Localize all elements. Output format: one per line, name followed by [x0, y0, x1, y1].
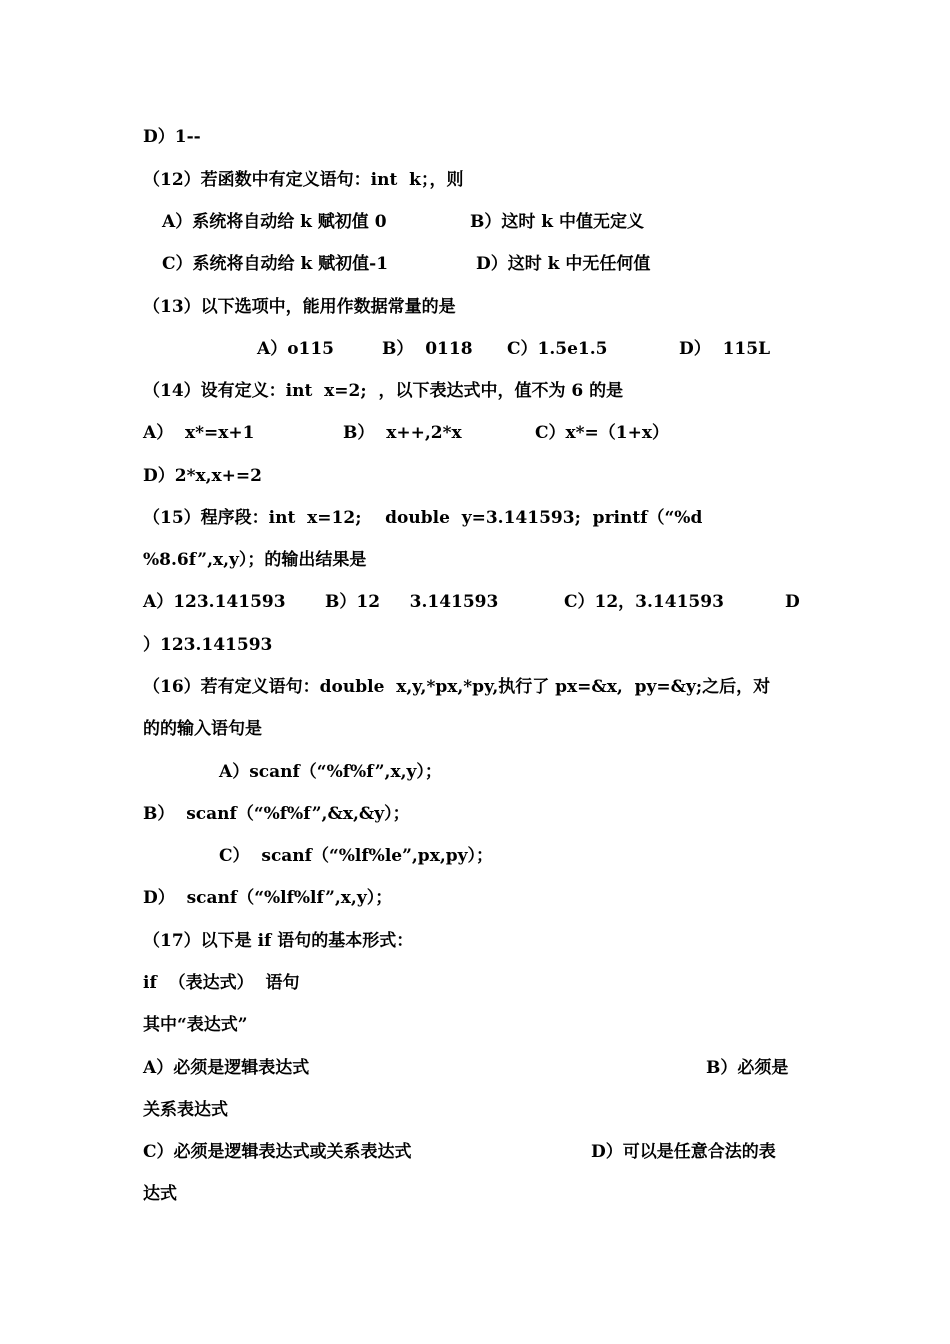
option-c-13: C）1.5e1.5 — [507, 339, 608, 359]
option-a-15: A）123.141593 — [143, 592, 286, 612]
option-a-17: A）必须是逻辑表达式 — [143, 1058, 310, 1078]
question-13: （13）以下选项中，能用作数据常量的是 — [143, 297, 456, 317]
if-syntax-line: if （表达式） 语句 — [143, 973, 300, 993]
option-d-11: D）1-- — [143, 127, 201, 147]
question-15-cont: %8.6f”,x,y）；的输出结果是 — [143, 550, 367, 570]
option-d-12: D）这时 k 中无任何值 — [476, 254, 651, 274]
option-d-16: D） scanf（“%lf%lf”,x,y）； — [143, 888, 393, 908]
option-c-15: C）12，3.141593 — [564, 592, 724, 612]
option-d-13: D） 115L — [679, 339, 771, 359]
option-b-13: B） 0118 — [382, 339, 473, 359]
question-14: （14）设有定义：int x=2; ，以下表达式中，值不为 6 的是 — [143, 381, 624, 401]
option-c-16: C） scanf（“%lf%le”,px,py）； — [219, 846, 494, 866]
option-a-16: A）scanf（“%f%f”,x,y）； — [219, 762, 442, 782]
option-b-15: B）12 3.141593 — [325, 592, 499, 612]
option-b-14: B） x++,2*x — [343, 423, 462, 443]
question-16: （16）若有定义语句：double x,y,*px,*py,执行了 px=&x, py=&y;之后，对 — [143, 677, 771, 697]
question-12: （12）若函数中有定义语句：int k；，则 — [143, 170, 464, 190]
question-15: （15）程序段：int x=12; double y=3.141593; printf（“%d — [143, 508, 703, 528]
option-b-17-cont: 关系表达式 — [143, 1100, 228, 1120]
option-d-15: D — [785, 592, 800, 612]
option-b-16: B） scanf（“%f%f”,&x,&y）； — [143, 804, 410, 824]
option-c-12: C）系统将自动给 k 赋初值-1 — [162, 254, 389, 274]
option-a-14: A） x*=x+1 — [143, 423, 255, 443]
option-c-14: C）x*=（1+x） — [535, 423, 670, 443]
option-a-12: A）系统将自动给 k 赋初值 0 — [162, 212, 387, 232]
option-a-13: A）o115 — [257, 339, 335, 359]
option-b-12: B）这时 k 中值无定义 — [470, 212, 644, 232]
expression-note: 其中“表达式” — [143, 1015, 248, 1035]
option-d-17: D）可以是任意合法的表 — [591, 1142, 776, 1162]
option-b-17: B）必须是 — [706, 1058, 789, 1078]
option-d-15-cont: ）123.141593 — [143, 635, 273, 655]
question-17: （17）以下是 if 语句的基本形式： — [143, 931, 414, 951]
option-d-17-cont: 达式 — [143, 1184, 177, 1204]
option-c-17: C）必须是逻辑表达式或关系表达式 — [143, 1142, 412, 1162]
option-d-14: D）2*x,x+=2 — [143, 466, 262, 486]
question-16-cont: 的的输入语句是 — [143, 719, 262, 739]
